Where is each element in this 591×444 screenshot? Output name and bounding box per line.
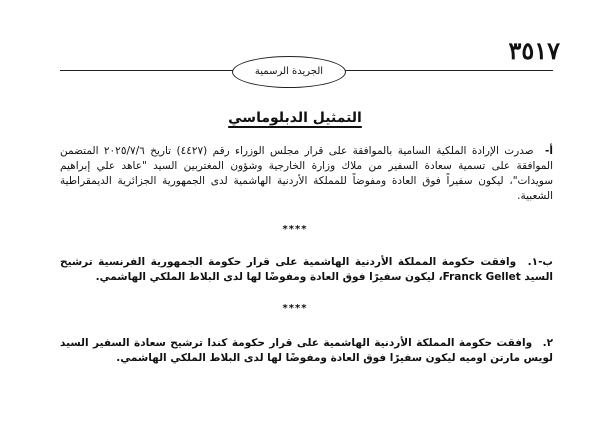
item-b2-marker: ٢. xyxy=(542,337,554,349)
separator-2: **** xyxy=(282,303,308,314)
item-b2-text: وافقت حكومة المملكة الأردنية الهاشمية على قرار حكومة كندا ترشيح سعادة السفير السيد لويس مارتن اوميه ليكون سفيرًا فوق العادة ومفوضًا لها لدى البلاط الملكي الهاشمي. xyxy=(60,337,553,364)
item-b1-text-before: وافقت حكومة المملكة الأردنية الهاشمية على قرار حكومة الجمهورية الفرنسية ترشيح السيد xyxy=(60,256,553,283)
item-a-marker: أ- xyxy=(545,145,553,157)
separator-1: **** xyxy=(282,224,308,235)
item-b2 xyxy=(60,336,553,366)
item-b1-text-after: ، ليكون سفيرًا فوق العادة ومفوضًا لها لدى البلاط الملكي الهاشمي. xyxy=(95,271,443,283)
item-a xyxy=(60,144,553,204)
item-b1-latin-name: Franck Gellet xyxy=(442,271,521,283)
item-b1-marker: ب-١. xyxy=(527,256,553,268)
item-a-text: صدرت الإرادة الملكية السامية بالموافقة على قرار مجلس الوزراء رقم (٤٤٢٧) تاريخ ٢٠٢٥/٧/٦ المتضمن الموافقة على تسمية سعادة السفير من ملاك وزارة الخارجية وشؤون المغتربين السيد "عاهد علي إبراهيم سويدات"، ليكون سفيراً فوق العادة ومفوضاً للمملكة الأردنية الهاشمية لدى الجمهورية الجزائرية الديمقراطية الشعبية. xyxy=(60,145,553,202)
gazette-name-oval: الجريدة الرسمية xyxy=(232,56,346,88)
page-number: ٣٥١٧ xyxy=(508,36,560,65)
section-title: التمثيل الدبلوماسي xyxy=(228,110,362,126)
item-b1 xyxy=(60,255,553,285)
